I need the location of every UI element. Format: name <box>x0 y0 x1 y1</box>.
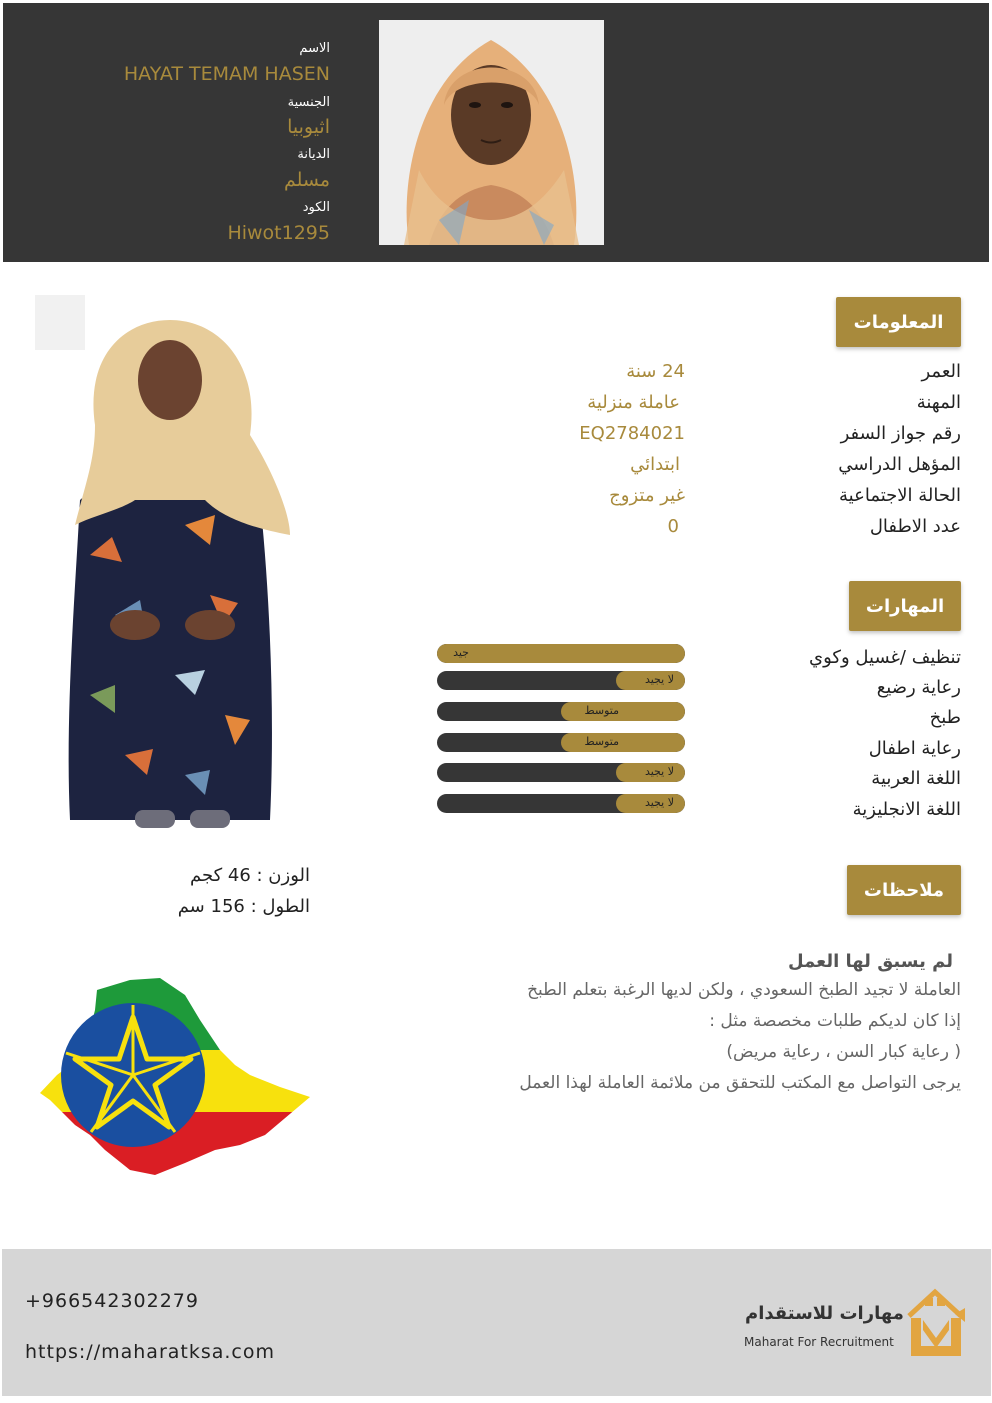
skill-bar-baby-care <box>437 671 685 690</box>
profession-value: عاملة منزلية <box>587 392 680 413</box>
notes-line: ( رعاية كبار السن ، رعاية مريض) <box>726 1042 961 1062</box>
skill-label-arabic: اللغة العربية <box>871 768 961 789</box>
skill-level-text: لا يجيد <box>644 673 674 686</box>
passport-label: رقم جواز السفر <box>840 423 961 444</box>
skill-label-child-care: رعاية اطفال <box>868 738 961 759</box>
phone-number[interactable]: +966542302279 <box>25 1290 199 1312</box>
skill-bar-cleaning <box>437 644 685 663</box>
skill-bar-fill <box>561 702 685 721</box>
education-label: المؤهل الدراسي <box>838 454 961 475</box>
skill-bar-arabic <box>437 763 685 782</box>
age-value: 24 سنة <box>626 361 685 382</box>
skill-label-cleaning: تنظيف /غسيل وكوي <box>809 647 961 668</box>
website-link[interactable]: https://maharatksa.com <box>25 1341 276 1363</box>
info-section-title: المعلومات <box>836 297 961 347</box>
religion-value: مسلم <box>283 169 330 191</box>
nationality-value: اثيوبيا <box>287 116 330 138</box>
company-logo-english: Maharat For Recruitment <box>744 1335 894 1349</box>
notes-block <box>421 948 961 1099</box>
skill-level-text: لا يجيد <box>644 796 674 809</box>
name-label: الاسم <box>299 41 330 56</box>
skill-level-text: متوسط <box>584 735 619 748</box>
children-label: عدد الاطفال <box>869 516 961 537</box>
marital-status-label: الحالة الاجتماعية <box>839 485 961 506</box>
religion-label: الديانة <box>297 147 330 162</box>
skill-label-baby-care: رعاية رضيع <box>876 677 961 698</box>
notes-line: إذا كان لديكم طلبات مخصصة مثل : <box>709 1011 961 1031</box>
skill-label-cooking: طبخ <box>929 707 961 728</box>
children-value: 0 <box>667 516 679 537</box>
skill-bar-child-care <box>437 733 685 752</box>
worker-name: HAYAT TEMAM HASEN <box>123 63 330 85</box>
skill-label-english: اللغة الانجليزية <box>852 799 961 820</box>
portrait-photo <box>379 20 604 245</box>
notes-line: يرجى التواصل مع المكتب للتحقق من ملائمة العاملة لهذا العمل <box>519 1073 961 1093</box>
code-value: Hiwot1295 <box>227 222 330 244</box>
skill-bar-english <box>437 794 685 813</box>
company-logo-arabic: مهارات للاستقدام <box>745 1303 904 1324</box>
height-text: الطول : 156 سم <box>177 896 310 917</box>
weight-text: الوزن : 46 كجم <box>190 865 310 886</box>
skill-level-text: لا يجيد <box>644 765 674 778</box>
nationality-label: الجنسية <box>287 95 330 110</box>
skill-bar-fill <box>561 733 685 752</box>
skill-bar-fill <box>437 644 685 663</box>
profession-label: المهنة <box>916 392 961 413</box>
education-value: ابتدائي <box>630 454 680 475</box>
age-label: العمر <box>921 361 961 382</box>
notes-line: العاملة لا تجيد الطبخ السعودي ، ولكن لديها الرغبة بتعلم الطبخ <box>527 980 961 1000</box>
marital-status-value: غير متزوج <box>609 485 685 506</box>
skill-bar-cooking <box>437 702 685 721</box>
notes-heading: لم يسبق لها العمل <box>788 951 953 972</box>
passport-value: EQ2784021 <box>579 423 685 444</box>
ethiopia-flag-map <box>35 975 310 1180</box>
notes-section-title: ملاحظات <box>847 865 961 915</box>
skill-level-text: جيد <box>453 646 469 659</box>
skills-section-title: المهارات <box>849 581 961 631</box>
skill-level-text: متوسط <box>584 704 619 717</box>
full-body-photo <box>35 295 310 855</box>
code-label: الكود <box>302 200 330 215</box>
company-logo-icon <box>905 1286 967 1358</box>
